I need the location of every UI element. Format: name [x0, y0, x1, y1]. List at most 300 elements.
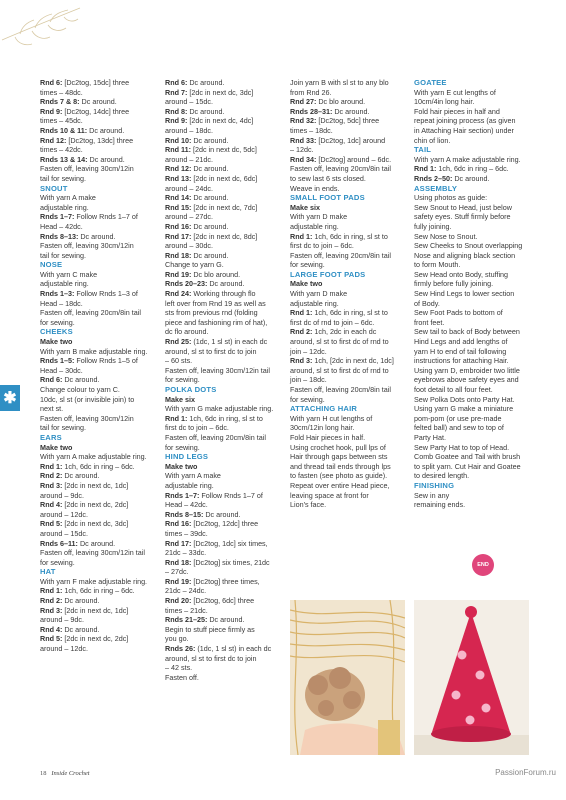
instruction-text: of Body.	[414, 298, 440, 308]
instruction-text: Head – 18dc.	[40, 298, 83, 308]
pattern-line	[165, 423, 283, 433]
pattern-line	[165, 510, 283, 520]
instruction-text: – 27dc.	[165, 567, 189, 577]
instruction-text: pom-pom (or use pre-made	[414, 413, 502, 423]
instruction-text: Dc around.	[191, 193, 229, 203]
instruction-text: for sewing.	[165, 375, 200, 385]
pattern-line	[414, 471, 532, 481]
instruction-text: felted ball) and sew to top of	[414, 423, 504, 433]
instruction-text: Dc blo around.	[191, 269, 241, 279]
instruction-text: to split yarn. Cut Hair and Goatee	[414, 461, 521, 471]
pattern-line	[414, 97, 532, 107]
leaf-sprig-icon	[0, 0, 90, 60]
instruction-text: (1dc, 1 sl st) in each dc	[195, 644, 272, 654]
round-label: Rnd 13:	[165, 173, 192, 183]
instruction-text: (1dc, 1 sl st) in each dc	[191, 337, 268, 347]
instruction-text: instructions for attaching Hair.	[414, 356, 509, 366]
pattern-line	[290, 184, 408, 194]
round-label: Rnd 8:	[165, 106, 188, 116]
pattern-line	[165, 673, 283, 683]
instruction-text: Dc around.	[187, 78, 225, 87]
section-heading: ASSEMBLY	[414, 183, 458, 193]
pattern-line	[40, 634, 158, 644]
pattern-line	[165, 577, 283, 587]
make-count: Make six	[290, 202, 320, 212]
instruction-text: [Dc2tog, 14dc] three	[62, 106, 130, 116]
pattern-line	[414, 308, 532, 318]
instruction-text: [2dc in next dc, 2dc]	[62, 500, 129, 510]
instruction-text: – 42 sts.	[165, 663, 193, 673]
round-label: Rnd 18:	[165, 250, 192, 260]
instruction-text: Dc around.	[62, 375, 100, 385]
instruction-text: Dc around.	[207, 615, 245, 625]
instruction-text: around, sl st to first dc of rnd to	[290, 365, 389, 375]
round-label: Rnds 2–50:	[414, 173, 453, 183]
round-label: Rnds 1–3:	[40, 289, 75, 299]
pattern-line	[40, 395, 158, 405]
instruction-text: tail for sewing.	[40, 173, 86, 183]
instruction-text: times – 45dc.	[40, 116, 83, 126]
pattern-line	[290, 375, 408, 385]
pattern-line	[40, 500, 158, 510]
section-heading: GOATEE	[414, 78, 447, 87]
instruction-text: [2dc in next dc, 8dc]	[191, 231, 258, 241]
instruction-text: dc flo around.	[165, 327, 209, 337]
instruction-text: for sewing.	[165, 442, 200, 452]
instruction-text: With yarn G make adjustable ring.	[165, 404, 274, 414]
instruction-text: first dc to join – 6dc.	[290, 241, 354, 251]
instruction-text: With yarn D make	[290, 212, 348, 222]
pattern-line	[165, 299, 283, 309]
instruction-text: Sew tail to back of Body between	[414, 327, 520, 337]
pattern-line	[40, 136, 158, 146]
instruction-text: Fasten off, leaving 30cm/12in tail	[165, 365, 270, 375]
pattern-line	[165, 107, 283, 117]
instruction-text: 10dc, sl st (or invisible join) to	[40, 394, 135, 404]
pattern-line	[290, 260, 408, 270]
pattern-line	[414, 299, 532, 309]
pattern-line	[290, 164, 408, 174]
pattern-line	[290, 155, 408, 165]
pattern-line	[40, 308, 158, 318]
pattern-line	[414, 212, 532, 222]
instruction-text: Sew Cheeks to Snout overlapping	[414, 241, 523, 251]
pattern-line	[165, 471, 283, 481]
pattern-line	[165, 539, 283, 549]
instruction-text: Dc around.	[203, 509, 241, 519]
instruction-text: With yarn H cut lengths of	[290, 413, 373, 423]
pattern-line	[165, 260, 283, 270]
pattern-line	[290, 174, 408, 184]
pattern-line	[414, 289, 532, 299]
footer	[40, 770, 90, 777]
instruction-text: Fasten off, leaving 20cm/8in tail	[290, 250, 391, 260]
pattern-line	[290, 385, 408, 395]
pattern-line	[165, 606, 283, 616]
pattern-line	[290, 116, 408, 126]
instruction-text: times – 39dc.	[165, 528, 208, 538]
round-label: Rnd 6:	[165, 78, 188, 87]
round-label: Rnd 19:	[165, 576, 192, 586]
instruction-text: Dc around.	[187, 106, 225, 116]
magazine-name: Inside Crochet	[51, 770, 90, 777]
pattern-line	[290, 222, 408, 232]
pattern-line	[40, 212, 158, 222]
round-label: Rnd 27:	[290, 97, 317, 107]
instruction-text: – 12dc.	[290, 145, 314, 155]
round-label: Rnd 1:	[40, 586, 63, 596]
instruction-text: Fasten off, leaving 20cm/8in tail	[290, 164, 391, 174]
pattern-line	[414, 433, 532, 443]
instruction-text: Follow Rnds 1–7 of	[199, 490, 263, 500]
instruction-text: Head – 42dc.	[165, 500, 208, 510]
section-heading: SMALL FOOT PADS	[290, 193, 365, 203]
round-label: Rnds 8–15:	[165, 509, 204, 519]
pattern-line	[40, 615, 158, 625]
instruction-text: around – 27dc.	[165, 212, 213, 222]
pattern-line	[290, 88, 408, 98]
pattern-line	[290, 126, 408, 136]
round-label: Rnd 1:	[290, 231, 313, 241]
pattern-line	[165, 88, 283, 98]
instruction-text: [2dc in next dc, 1dc]	[62, 605, 129, 615]
make-count: Make six	[165, 394, 195, 404]
section-heading: NOSE	[40, 260, 63, 270]
round-label: Rnd 6:	[40, 375, 63, 385]
pattern-line	[40, 193, 158, 203]
pattern-line	[40, 164, 158, 174]
instruction-text: Dc around.	[62, 596, 100, 606]
instruction-text: Fasten off, leaving 30cm/12in	[40, 164, 134, 174]
section-heading: EARS	[40, 432, 62, 442]
round-label: Rnd 16:	[165, 519, 192, 529]
pattern-line	[40, 289, 158, 299]
pattern-line	[290, 241, 408, 251]
pattern-line	[40, 462, 158, 472]
instruction-text: Using yarn G make a miniature	[414, 404, 514, 414]
pattern-line	[165, 222, 283, 232]
instruction-text: [Dc2tog, 13dc] three	[66, 135, 134, 145]
round-label: Rnd 18:	[165, 557, 192, 567]
pattern-line	[165, 279, 283, 289]
pattern-line	[165, 327, 283, 337]
instruction-text: Sew Nose to Snout.	[414, 231, 478, 241]
instruction-text: [Dc2tog] six times, 21dc	[191, 557, 270, 567]
asterisk-icon: ✱	[0, 385, 20, 411]
pattern-line	[414, 232, 532, 242]
instruction-text: first dc to join – 6dc.	[165, 423, 229, 433]
instruction-text: Dc around.	[207, 279, 245, 289]
instruction-text: [2dc in next dc, 2dc]	[62, 634, 129, 644]
pattern-line	[165, 414, 283, 424]
instruction-text: [2dc in next dc, 3dc]	[62, 519, 129, 529]
pattern-line	[165, 625, 283, 635]
column-1	[40, 78, 158, 654]
instruction-text: for sewing.	[290, 394, 325, 404]
instruction-text: With yarn C make	[40, 269, 98, 279]
pattern-line	[165, 433, 283, 443]
instruction-text: [Dc2tog, 12dc] three	[191, 519, 259, 529]
instruction-text: around – 12dc.	[40, 644, 88, 654]
instruction-text: safety eyes. Stuff firmly before	[414, 212, 511, 222]
round-label: Rnd 11:	[165, 145, 191, 155]
pattern-line	[165, 347, 283, 357]
instruction-text: Begin to stuff piece firmly as	[165, 624, 255, 634]
instruction-text: times – 18dc.	[290, 125, 333, 135]
pattern-line	[290, 500, 408, 510]
instruction-text: Sew Hind Legs to lower section	[414, 289, 515, 299]
pattern-line	[40, 232, 158, 242]
pattern-line	[414, 423, 532, 433]
instruction-text: around – 24dc.	[165, 183, 213, 193]
pattern-line	[290, 212, 408, 222]
instruction-text: Comb Goatee and Tail with brush	[414, 452, 521, 462]
pattern-line	[40, 481, 158, 491]
instruction-text: Sew Foot Pads to bottom of	[414, 308, 503, 318]
instruction-text: around – 9dc.	[40, 615, 84, 625]
pattern-line	[165, 193, 283, 203]
pattern-line	[290, 78, 408, 88]
pattern-line	[40, 596, 158, 606]
round-label: Rnd 32:	[290, 116, 317, 126]
instruction-text: Dc around.	[332, 106, 370, 116]
instruction-text: Fold hair pieces in half and	[414, 106, 500, 116]
round-label: Rnds 7 & 8:	[40, 97, 80, 107]
pattern-line	[165, 443, 283, 453]
pattern-line	[290, 356, 408, 366]
instruction-text: around, sl st to first dc to join	[165, 346, 257, 356]
instruction-text: [Dc2tog, 1dc] around	[316, 135, 386, 145]
instruction-text: [2dc in next dc, 4dc]	[187, 116, 254, 126]
instruction-text: Head – 30dc.	[40, 365, 83, 375]
pattern-line	[165, 155, 283, 165]
pattern-line	[165, 212, 283, 222]
pattern-line	[165, 308, 283, 318]
pattern-line	[165, 174, 283, 184]
pattern-line	[40, 529, 158, 539]
round-label: Rnd 20:	[165, 596, 192, 606]
section-heading: TAIL	[414, 145, 432, 155]
instruction-text: piece and fashioning rim of hat),	[165, 317, 268, 327]
pattern-line	[165, 654, 283, 664]
round-label: Rnds 21–25:	[165, 615, 208, 625]
instruction-text: Fasten off, leaving 30cm/12in	[40, 241, 134, 251]
instruction-text: 1ch, 6dc in ring, sl st to	[187, 413, 263, 423]
instruction-text: [Dc2tog, 6dc] three	[191, 596, 255, 606]
pattern-line	[165, 97, 283, 107]
instruction-text: 21dc – 33dc.	[165, 548, 207, 558]
instruction-text: Working through flo	[191, 289, 256, 299]
instruction-text: remaining ends.	[414, 500, 466, 510]
pattern-line	[414, 203, 532, 213]
instruction-text: front feet.	[414, 317, 445, 327]
pattern-line	[40, 299, 158, 309]
pattern-line	[165, 500, 283, 510]
pattern-line	[40, 203, 158, 213]
pattern-line	[165, 116, 283, 126]
pattern-line	[414, 164, 532, 174]
pattern-line	[165, 529, 283, 539]
instruction-text: and thread tail ends through lps	[290, 461, 391, 471]
pattern-line	[40, 174, 158, 184]
instruction-text: Weave in ends.	[290, 183, 340, 193]
pattern-line	[414, 88, 532, 98]
pattern-line	[414, 279, 532, 289]
pattern-line	[414, 270, 532, 280]
pattern-line	[414, 375, 532, 385]
instruction-text: Repeat over entire Head piece,	[290, 480, 390, 490]
pattern-line	[40, 97, 158, 107]
round-label: Rnd 19:	[165, 269, 192, 279]
section-heading: LARGE FOOT PADS	[290, 269, 366, 279]
make-count: Make two	[40, 442, 73, 452]
instruction-text: With yarn A make	[40, 193, 96, 203]
instruction-text: Dc around.	[79, 97, 117, 107]
pattern-line	[40, 423, 158, 433]
instruction-text: With yarn A make adjustable ring.	[414, 154, 521, 164]
pattern-line	[165, 596, 283, 606]
end-badge: END	[472, 554, 494, 576]
instruction-text: [2dc in next dc, 5dc]	[190, 145, 257, 155]
section-heading: ATTACHING HAIR	[290, 404, 358, 414]
instruction-text: around – 9dc.	[40, 490, 84, 500]
instruction-text: Sew Head onto Body, stuffing	[414, 269, 509, 279]
pattern-line	[40, 558, 158, 568]
instruction-text: around – 30dc.	[165, 241, 213, 251]
pattern-line	[40, 491, 158, 501]
instruction-text: around – 12dc.	[40, 509, 88, 519]
pattern-line	[414, 260, 532, 270]
round-label: Rnds 20–23:	[165, 279, 208, 289]
instruction-text: you go.	[165, 634, 189, 644]
instruction-text: sts from previous rnd (folding	[165, 308, 258, 318]
instruction-text: Sew Snout to Head, just below	[414, 202, 512, 212]
instruction-text: Fasten off, leaving 20cm/8in tail	[40, 308, 141, 318]
instruction-text: adjustable ring.	[290, 221, 339, 231]
instruction-text: – 60 sts.	[165, 356, 193, 366]
pattern-line	[414, 327, 532, 337]
instruction-text: Sew in any	[414, 490, 450, 500]
section-heading: HAT	[40, 567, 56, 577]
pattern-line	[165, 567, 283, 577]
pattern-line	[40, 625, 158, 635]
pattern-line	[40, 510, 158, 520]
page-number: 18	[40, 770, 47, 777]
round-label: Rnd 9:	[165, 116, 188, 126]
round-label: Rnd 24:	[165, 289, 192, 299]
pattern-line	[40, 241, 158, 251]
pattern-line	[165, 289, 283, 299]
pattern-line	[414, 366, 532, 376]
pattern-line	[290, 145, 408, 155]
round-label: Rnd 5:	[40, 519, 63, 529]
pattern-line	[414, 337, 532, 347]
pattern-line	[290, 395, 408, 405]
pattern-line	[165, 586, 283, 596]
instruction-text: [2dc in next dc, 1dc]	[62, 480, 129, 490]
instruction-text: for sewing.	[290, 260, 325, 270]
instruction-text: [Dc2tog] around – 6dc.	[316, 154, 392, 164]
pattern-line	[40, 548, 158, 558]
instruction-text: times – 48dc.	[40, 87, 83, 97]
pattern-line	[414, 347, 532, 357]
round-label: Rnd 6:	[40, 78, 63, 87]
pattern-line	[290, 337, 408, 347]
instruction-text: Dc around.	[191, 164, 229, 174]
pattern-line	[165, 270, 283, 280]
instruction-text: to form Mouth.	[414, 260, 461, 270]
instruction-text: around – 21dc.	[165, 154, 213, 164]
instruction-text: times – 21dc.	[165, 605, 208, 615]
pattern-line	[165, 232, 283, 242]
pattern-line	[165, 203, 283, 213]
round-label: Rnd 12:	[40, 135, 67, 145]
instruction-text: Dc around.	[87, 125, 125, 135]
instruction-text: around, sl st to first dc of rnd to	[290, 337, 389, 347]
pattern-line	[40, 577, 158, 587]
instruction-text: firmly before fully joining.	[414, 279, 494, 289]
instruction-text: [Dc2tog, 1dc] six times,	[191, 538, 268, 548]
pattern-line	[414, 116, 532, 126]
instruction-text: adjustable ring.	[165, 480, 214, 490]
instruction-text: 1ch, 6dc in ring – 6dc.	[62, 586, 135, 596]
pattern-line	[414, 222, 532, 232]
instruction-text: Fasten off, leaving 20cm/8in tail	[290, 385, 391, 394]
section-heading: FINISHING	[414, 480, 455, 490]
instruction-text: fully joining.	[414, 221, 452, 231]
pattern-line	[165, 663, 283, 673]
pattern-line	[40, 318, 158, 328]
pattern-line	[165, 366, 283, 376]
instruction-text: tail for sewing.	[40, 423, 86, 433]
instruction-text: around – 18dc.	[165, 125, 213, 135]
pattern-line	[40, 145, 158, 155]
pattern-line	[40, 519, 158, 529]
pattern-line	[290, 299, 408, 309]
column-3	[290, 78, 408, 510]
round-label: Rnd 15:	[165, 202, 192, 212]
instruction-text: Dc around.	[78, 231, 116, 241]
pattern-line	[40, 155, 158, 165]
instruction-text: Follow Rnds 1–3 of	[74, 289, 138, 299]
pattern-line	[290, 327, 408, 337]
round-label: Rnd 2:	[290, 327, 313, 337]
pattern-line	[290, 433, 408, 443]
round-label: Rnd 17:	[165, 231, 192, 241]
instruction-text: first dc of rnd to join – 6dc.	[290, 317, 375, 327]
pattern-line	[414, 462, 532, 472]
round-label: Rnd 10:	[165, 135, 192, 145]
pattern-line	[165, 126, 283, 136]
instruction-text: Using yarn D, embroider two little	[414, 365, 520, 375]
pattern-line	[414, 251, 532, 261]
instruction-text: left over from Rnd 19 as well as	[165, 298, 266, 308]
pattern-line	[40, 347, 158, 357]
pattern-line	[165, 184, 283, 194]
round-label: Rnd 2:	[40, 596, 63, 606]
instruction-text: Join yarn B with sl st to any blo	[290, 78, 389, 87]
instruction-text: Hair through gaps between sts	[290, 452, 388, 462]
pattern-line	[414, 356, 532, 366]
pattern-line	[40, 279, 158, 289]
round-label: Rnd 1:	[165, 413, 188, 423]
instruction-text: around – 15dc.	[165, 97, 213, 107]
instruction-text: [Dc2tog, 5dc] three	[316, 116, 380, 126]
pattern-line	[414, 136, 532, 146]
instruction-text: [2dc in next dc, 3dc]	[187, 87, 254, 97]
instruction-text: Dc around.	[191, 135, 229, 145]
instruction-text: Sew Party Hat to top of Head.	[414, 442, 510, 452]
